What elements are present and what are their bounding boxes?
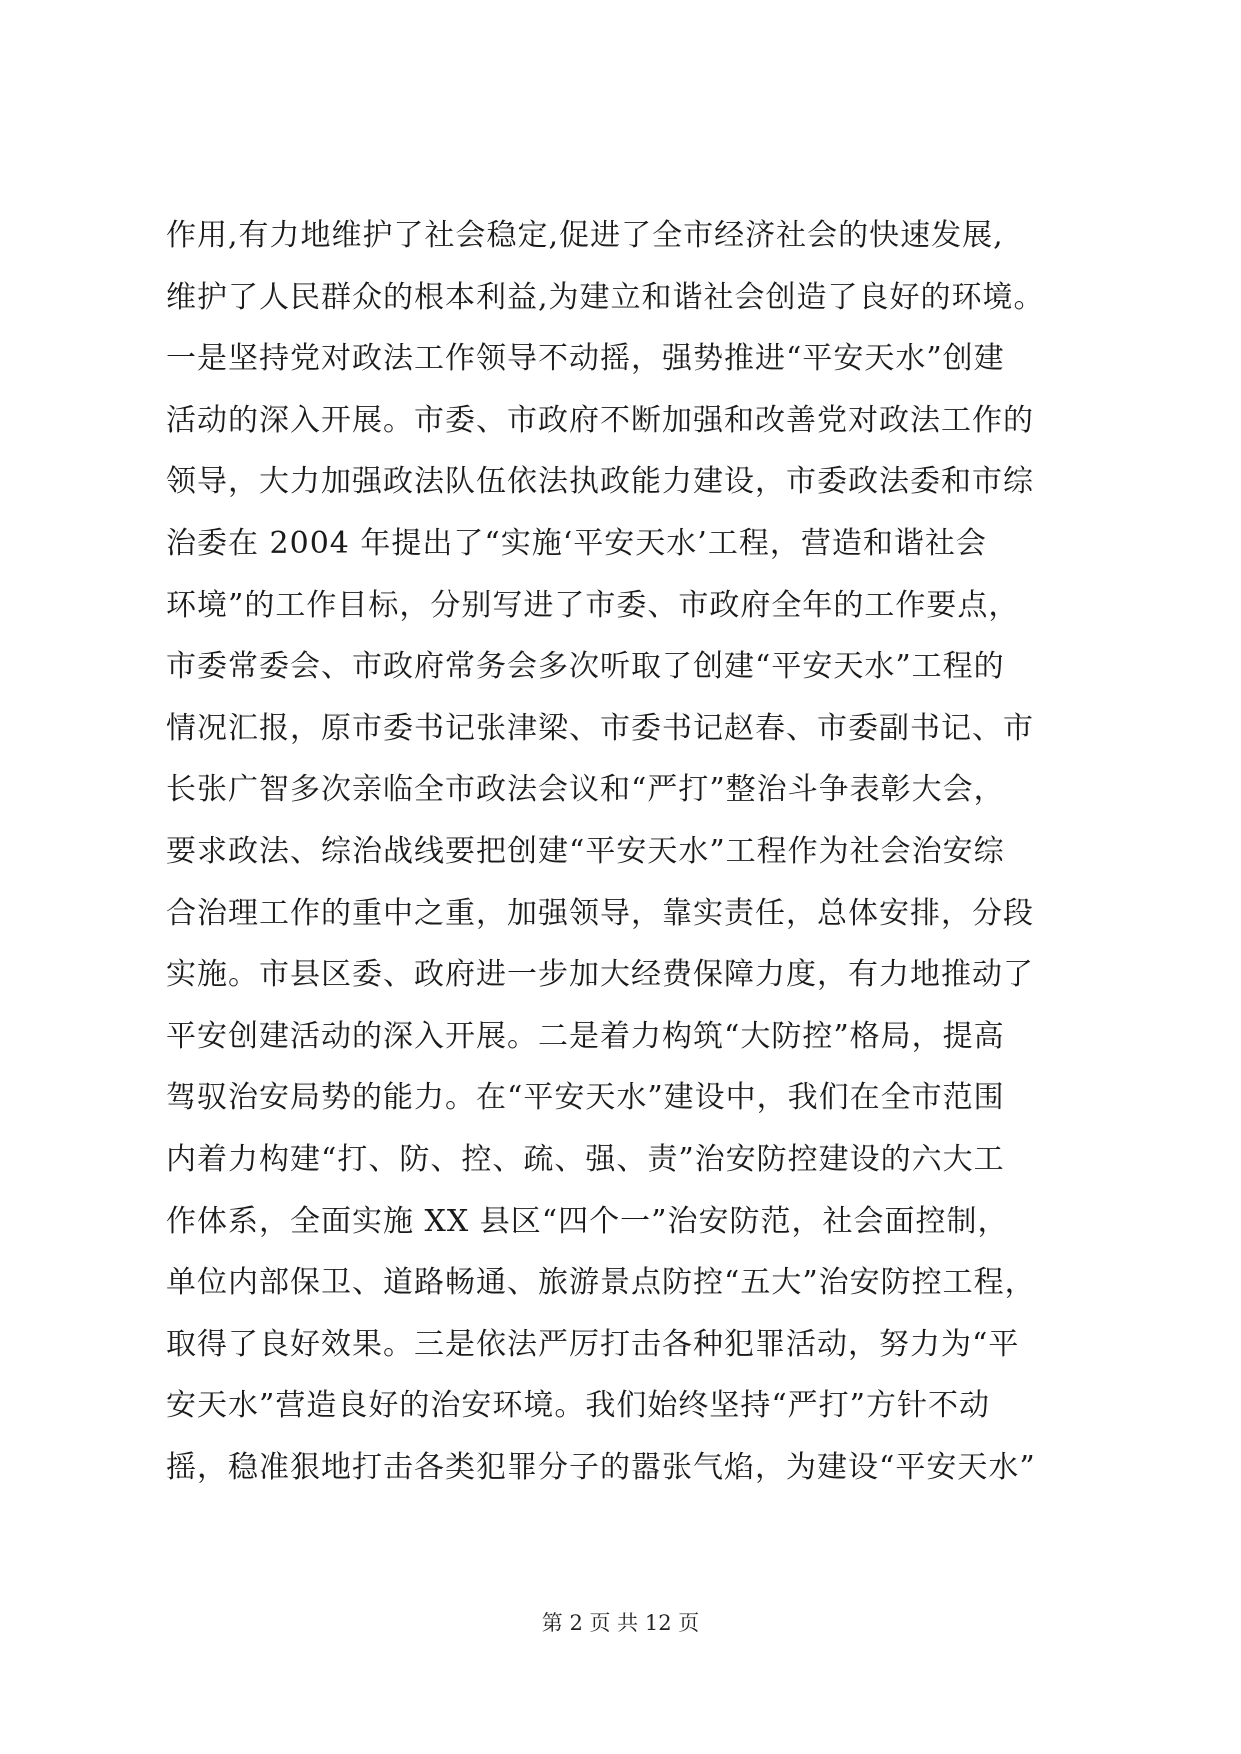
text-line: 安天水”营造良好的治安环境。我们始终坚持“严打”方针不动: [166, 1388, 991, 1424]
text-line: 取得了良好效果。三是依法严厉打击各种犯罪活动，努力为“平: [166, 1326, 1020, 1362]
text-line: 一是坚持党对政法工作领导不动摇，强势推进“平安天水”创建: [166, 341, 1005, 377]
text-line: 长张广智多次亲临全市政法会议和“严打”整治斗争表彰大会，: [166, 772, 1005, 808]
text-line: 平安创建活动的深入开展。二是着力构筑“大防控”格局，提高: [166, 1018, 1005, 1054]
text-line: 作用,有力地维护了社会稳定,促进了全市经济社会的快速发展,: [166, 218, 1004, 253]
text-line: 作体系，全面实施 XX 县区“四个一”治安防范，社会面控制，: [166, 1203, 1009, 1239]
text-line: 要求政法、综治战线要把创建“平安天水”工程作为社会治安综: [166, 833, 1005, 869]
page-number-footer: 第 2 页 共 12 页: [541, 1611, 700, 1635]
text-line: 环境”的工作目标，分别写进了市委、市政府全年的工作要点，: [166, 587, 1020, 623]
text-line: 活动的深入开展。市委、市政府不断加强和改善党对政法工作的: [166, 402, 1034, 438]
text-line: 实施。市县区委、政府进一步加大经费保障力度，有力地推动了: [166, 957, 1034, 993]
text-line: 内着力构建“打、防、控、疏、强、责”治安防控建设的六大工: [166, 1141, 1005, 1177]
text-line: 情况汇报，原市委书记张津梁、市委书记赵春、市委副书记、市: [166, 710, 1034, 746]
text-line: 单位内部保卫、道路畅通、旅游景点防控“五大”治安防控工程，: [166, 1265, 1036, 1301]
text-line: 市委常委会、市政府常务会多次听取了创建“平安天水”工程的: [166, 649, 1005, 685]
text-line: 摇，稳准狠地打击各类犯罪分子的嚣张气焰，为建设“平安天水”: [166, 1449, 1036, 1485]
text-line: 驾驭治安局势的能力。在“平安天水”建设中，我们在全市范围: [166, 1080, 1005, 1116]
body-text: [166, 205, 1126, 1498]
text-line: 维护了人民群众的根本利益,为建立和谐社会创造了良好的环境。: [166, 279, 1045, 315]
text-line: 领导，大力加强政法队伍依法执政能力建设，市委政法委和市综: [166, 464, 1034, 500]
text-line: 合治理工作的重中之重，加强领导，靠实责任，总体安排，分段: [166, 895, 1034, 931]
text-line: 治委在 2004 年提出了“实施‘平安天水’工程，营造和谐社会: [166, 525, 987, 561]
